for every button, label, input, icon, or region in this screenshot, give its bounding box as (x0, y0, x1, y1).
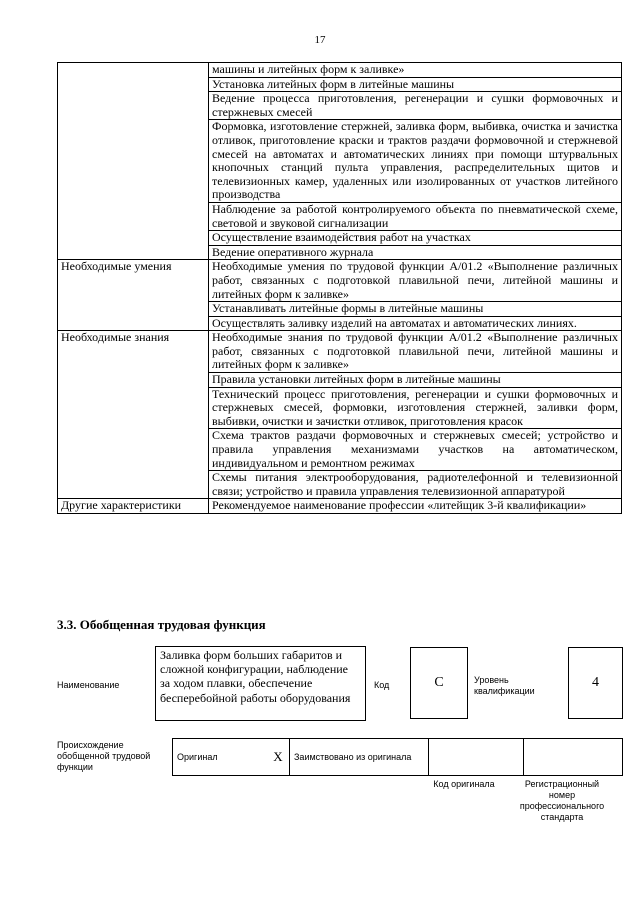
row-label: Другие характеристики (58, 499, 209, 514)
row-item: Необходимые знания по трудовой функции А/01.2 «Выполнение различных работ, связанных с подготовкой плавильной печи, литейной машины и литейных форм к заливке» (209, 331, 622, 373)
row-item: Осуществлять заливку изделий на автоматах и автоматических линиях. (209, 316, 622, 331)
table-row (58, 331, 622, 373)
row-item: Схемы питания электрооборудования, радиотелефонной и телевизионной связи; устройство и правила управления телевизионной аппаратурой (209, 471, 622, 499)
table-row (58, 499, 622, 514)
original-mark: X (267, 739, 290, 776)
row-item: Необходимые умения по трудовой функции А/01.2 «Выполнение различных работ, связанных с подготовкой плавильной печи, литейной машины и литейных форм к заливке» (209, 260, 622, 302)
reg-number-caption: Регистрационный номер профессионального стандарта (519, 779, 605, 822)
row-item: Осуществление взаимодействия работ на участках (209, 231, 622, 246)
row-item: Технический процесс приготовления, регенерации и сушки формовочных и стержневых смесей, формовки, изготовления стержней, заливки форм, выбивки, очистки и зачистки отливок, приготовления красок (209, 387, 622, 429)
qualification-level-value: 4 (568, 647, 623, 719)
row-item: Правила установки литейных форм в литейные машины (209, 373, 622, 388)
name-label: Наименование (57, 680, 120, 690)
row-item: Рекомендуемое наименование профессии «литейщик 3-й квалификации» (209, 499, 622, 514)
table-row (58, 63, 622, 78)
function-name-value: Заливка форм больших габаритов и сложной конфигурации, наблюдение за ходом плавки, обеспечение бесперебойной работы оборудования (155, 646, 366, 721)
row-item: Наблюдение за работой контролируемого объекта по пневматической схеме, световой и звуковой сигнализации (209, 202, 622, 230)
code-value: C (410, 647, 468, 719)
code-original-cell (429, 739, 524, 776)
code-label: Код (374, 680, 390, 690)
code-original-caption: Код оригинала (433, 779, 495, 789)
origin-table (172, 738, 623, 776)
table-row (58, 260, 622, 302)
row-label: Необходимые знания (58, 331, 209, 499)
qualification-level-label: Уровень квалификации (474, 675, 535, 696)
row-item: Ведение процесса приготовления, регенерации и сушки формовочных и стержневых смесей (209, 92, 622, 120)
row-item: Схема трактов раздачи формовочных и стержневых смесей; устройство и правила управления механизмами участков на автоматическом, индивидуальном и ремонтном режимах (209, 429, 622, 471)
row-item: машины и литейных форм к заливке» (209, 63, 622, 78)
row-label: Необходимые умения (58, 260, 209, 331)
row-item: Установка литейных форм в литейные машины (209, 77, 622, 92)
row-item: Ведение оперативного журнала (209, 245, 622, 260)
origin-label: Происхождение обобщенной трудовой функции (57, 740, 151, 772)
row-item: Устанавливать литейные формы в литейные машины (209, 302, 622, 317)
section-title: 3.3. Обобщенная трудовая функция (57, 617, 266, 632)
page-number: 17 (314, 34, 326, 46)
row-label (58, 63, 209, 260)
labor-function-table (57, 62, 622, 514)
row-item: Формовка, изготовление стержней, заливка форм, выбивка, очистка и зачистка отливок, приготовление краски и трактов раздачи формовочной и стержневой смесей на автоматах и автоматических линиях при помощи штурвальных кнопочных станций пульта управления, распределительных щитов и телевизионных камер, удаленных или изолированных от участков литейного производства (209, 120, 622, 203)
borrowed-label: Заимствовано из оригинала (290, 739, 429, 776)
original-label: Оригинал (173, 739, 268, 776)
reg-number-cell (524, 739, 623, 776)
